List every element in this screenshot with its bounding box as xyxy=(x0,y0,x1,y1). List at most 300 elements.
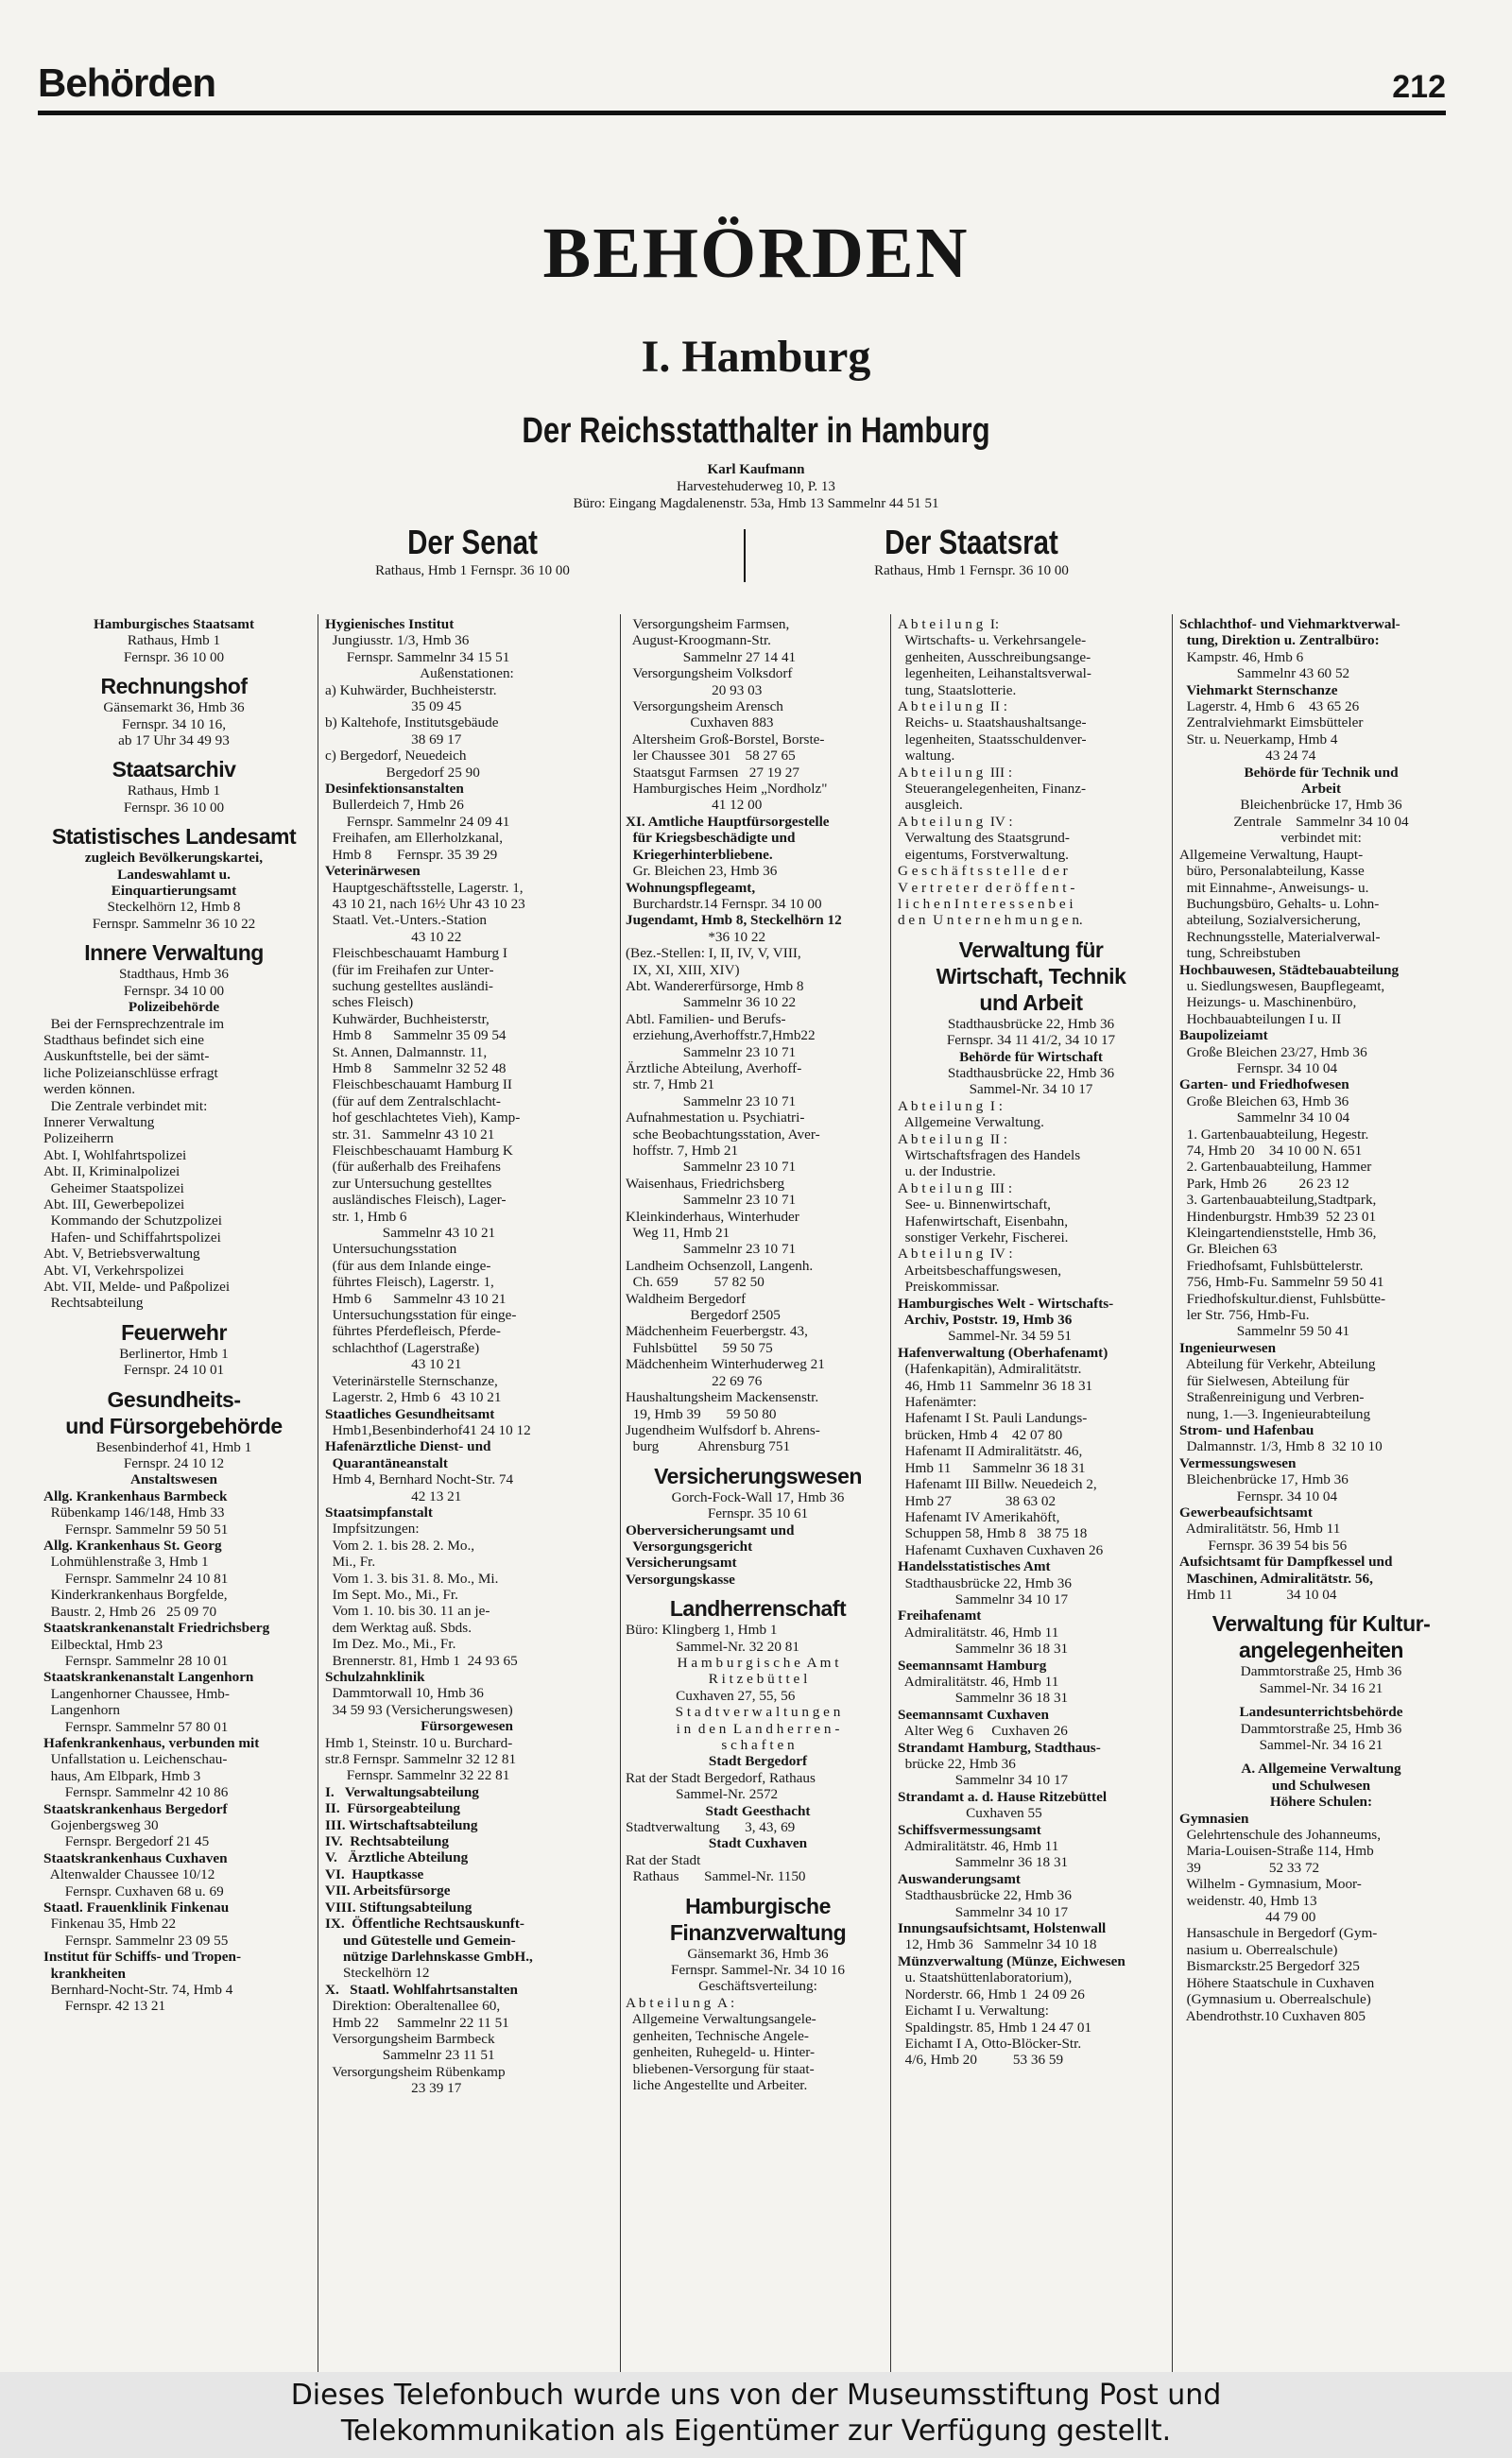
entry-line: S t a d t v e r w a l t u n g e n xyxy=(675,1704,841,1721)
entry-line: Zentralviehmarkt Eimsbütteler xyxy=(1179,714,1364,731)
entry-line: G e s c h ä f t s s t e l l e d e r xyxy=(898,863,1068,880)
entry-line: Vom 1. 10. bis 30. 11 an je- xyxy=(325,1603,490,1620)
column-divider xyxy=(890,614,891,2372)
entry-line: Hmb 8 Sammelnr 32 52 48 xyxy=(325,1059,507,1076)
entry-line: Kleinkinderhaus, Winterhuder xyxy=(626,1208,799,1225)
entry-heading: III. Wirtschaftsabteilung xyxy=(325,1816,478,1833)
entry-heading: tung, Direktion u. Zentralbüro: xyxy=(1179,632,1380,649)
entry-line: liche Angestellte und Arbeiter. xyxy=(626,2076,808,2093)
entry-heading: I. Verwaltungsabteilung xyxy=(325,1783,479,1800)
entry-line: Fernspr. Sammelnr 42 10 86 xyxy=(43,1784,229,1801)
entry-line: A b t e i l u n g A : xyxy=(626,1994,735,2011)
entry-line: b) Kaltehofe, Institutsgebäude xyxy=(325,714,499,731)
entry-line: Hafenämter: xyxy=(898,1394,977,1411)
entry-line xyxy=(43,816,304,823)
entry-line: Hmb 22 Sammelnr 22 11 51 xyxy=(325,2014,509,2031)
entry-heading: Freihafenamt xyxy=(898,1607,982,1624)
entry-line: See- u. Binnenwirtschaft, xyxy=(898,1196,1051,1213)
entry-line: A b t e i l u n g II : xyxy=(898,1130,1008,1147)
entry-line: Mädchenheim Feuerbergstr. 43, xyxy=(626,1323,808,1340)
entry-line: Sammelnr 43 10 21 xyxy=(325,1225,496,1242)
entry-line: Innerer Verwaltung xyxy=(43,1113,155,1130)
entry-line: Aufnahmestation u. Psychiatri- xyxy=(626,1109,805,1126)
entry-line: verbindet mit: xyxy=(1280,830,1362,847)
entry-line: 39 52 33 72 xyxy=(1179,1859,1320,1876)
entry-line: l i c h e n I n t e r e s s e n b e i xyxy=(898,895,1074,912)
entry-line: Arbeitsbeschaffungswesen, xyxy=(898,1262,1062,1279)
entry-line: Fernspr. 34 10 00 xyxy=(123,982,225,999)
entry-line: Im Sept. Mo., Mi., Fr. xyxy=(325,1586,458,1603)
entry-line: A b t e i l u n g I: xyxy=(898,616,1000,632)
entry-line: s c h a f t e n xyxy=(721,1737,795,1753)
entry-line: Schuppen 58, Hmb 8 38 75 18 xyxy=(898,1525,1088,1542)
entry-line: Cuxhaven 27, 55, 56 xyxy=(626,1687,796,1704)
entry-heading: Staatl. Frauenklinik Finkenau xyxy=(43,1899,230,1916)
column-2 xyxy=(325,616,609,2374)
entry-heading: Stadt Geesthacht xyxy=(705,1802,811,1819)
running-head-section: Behörden xyxy=(38,60,216,105)
entry-line: 74, Hmb 20 34 10 00 N. 651 xyxy=(1179,1143,1363,1159)
entry-line: Allgemeine Verwaltung. xyxy=(898,1114,1044,1131)
entry-heading: Seemannsamt Cuxhaven xyxy=(898,1706,1049,1723)
entry-line: Fernspr. Sammelnr 36 10 22 xyxy=(92,915,256,932)
entry-line: 35 09 45 xyxy=(325,698,462,715)
entry-line: Norderstr. 66, Hmb 1 24 09 26 xyxy=(898,1985,1085,2002)
entry-line: Waisenhaus, Friedrichsberg xyxy=(626,1175,785,1192)
entry-line: Burchardstr.14 Fernspr. 34 10 00 xyxy=(626,895,822,912)
entry-line: (Gymnasium u. Oberrealschule) xyxy=(1179,1991,1371,2008)
entry-heading: und Schulwesen xyxy=(1271,1777,1371,1794)
entry-heading: II. Fürsorgeabteilung xyxy=(325,1800,461,1817)
section-heading: angelegenheiten xyxy=(1239,1638,1403,1663)
entry-heading: V. Ärztliche Abteilung xyxy=(325,1849,469,1866)
entry-line: Lohmühlenstraße 3, Hmb 1 xyxy=(43,1554,209,1571)
entry-line: Abendrothstr.10 Cuxhaven 805 xyxy=(1179,2007,1366,2024)
entry-line: Hmb 4, Bernhard Nocht-Str. 74 xyxy=(325,1471,514,1488)
entry-line: Eichamt I u. Verwaltung: xyxy=(898,2002,1049,2020)
entry-line: Fleischbeschauamt Hamburg K xyxy=(325,1143,513,1159)
entry-line: Hafenamt III Billw. Neuedeich 2, xyxy=(898,1476,1097,1493)
entry-line: Hmb1,Besenbinderhof41 24 10 12 xyxy=(325,1421,531,1438)
entry-line: Hmb 8 Fernspr. 35 39 29 xyxy=(325,846,498,863)
entry-line: für Sielwesen, Abteilung für xyxy=(1179,1372,1349,1389)
entry-line: Stadthaus, Hmb 36 xyxy=(118,966,229,983)
entry-line: Fernspr. Sammelnr 28 10 01 xyxy=(43,1652,229,1669)
entry-heading: Viehmarkt Sternschanze xyxy=(1179,681,1338,698)
entry-line: Park, Hmb 26 26 23 12 xyxy=(1179,1175,1349,1192)
entry-line: Gr. Bleichen 63 xyxy=(1179,1241,1278,1258)
entry-line: Gorch-Fock-Wall 17, Hmb 36 xyxy=(671,1488,845,1505)
entry-line: Fernspr. Sammelnr 24 10 81 xyxy=(43,1570,229,1587)
entry-heading: Auswanderungsamt xyxy=(898,1870,1021,1887)
entry-line: Vom 2. 1. bis 28. 2. Mo., xyxy=(325,1537,475,1554)
entry-line: Abt. Wandererfürsorge, Hmb 8 xyxy=(626,977,804,994)
entry-heading: Allg. Krankenhaus St. Georg xyxy=(43,1538,222,1555)
entry-line: Fernspr. 34 11 41/2, 34 10 17 xyxy=(946,1032,1116,1049)
entry-line: Hmb 8 Sammelnr 35 09 54 xyxy=(325,1027,507,1044)
entry-line: u. Siedlungswesen, Baupflegeamt, xyxy=(1179,977,1385,994)
entry-heading: Aufsichtsamt für Dampfkessel und xyxy=(1179,1554,1393,1571)
entry-line: Sammelnr 34 10 17 xyxy=(898,1903,1069,1920)
entry-line: Steuerangelegenheiten, Finanz- xyxy=(898,781,1087,798)
entry-line: ler Chaussee 301 58 27 65 xyxy=(626,748,796,765)
page-number: 212 xyxy=(1392,69,1446,105)
entry-heading: Versorgungsgericht xyxy=(626,1538,753,1555)
entry-line: zur Untersuchung gestelltes xyxy=(325,1175,492,1192)
entry-line: ler Str. 756, Hmb-Fu. xyxy=(1179,1307,1310,1324)
entry-line: Dammtorwall 10, Hmb 36 xyxy=(325,1685,484,1702)
entry-line: sches Fleisch) xyxy=(325,994,414,1011)
entry-line: Fleischbeschauamt Hamburg II xyxy=(325,1076,512,1093)
entry-line: 34 59 93 (Versicherungswesen) xyxy=(325,1701,513,1718)
entry-heading: Anstaltswesen xyxy=(130,1471,217,1488)
entry-line: Direktion: Oberaltenallee 60, xyxy=(325,1998,501,2015)
entry-heading: X. Staatl. Wohlfahrtsanstalten xyxy=(325,1981,518,1998)
entry-line: 43 10 21 xyxy=(325,1356,462,1373)
entry-line: Abt. II, Kriminalpolizei xyxy=(43,1163,180,1180)
entry-line: Bleichenbrücke 17, Hmb 36 xyxy=(1240,797,1402,814)
entry-line: Spaldingstr. 85, Hmb 1 24 47 01 xyxy=(898,2019,1092,2036)
staatsrat-address: Rathaus, Hmb 1 Fernspr. 36 10 00 xyxy=(874,563,1069,578)
entry-line: genheiten, Ruhegeld- u. Hinter- xyxy=(626,2044,816,2061)
entry-line: Veterinärstelle Sternschanze, xyxy=(325,1372,498,1389)
entry-line: Staatsgut Farmsen 27 19 27 xyxy=(626,764,799,781)
entry-line: Stadthausbrücke 22, Hmb 36 xyxy=(947,1064,1115,1081)
entry-line: Fernspr. 24 10 12 xyxy=(123,1455,225,1472)
entry-line: 756, Hmb-Fu. Sammelnr 59 50 41 xyxy=(1179,1274,1384,1291)
entry-line: 46, Hmb 11 Sammelnr 36 18 31 xyxy=(898,1377,1093,1394)
entry-line: Abteilung für Verkehr, Abteilung xyxy=(1179,1356,1376,1373)
staatsrat-heading: Der Staatsrat xyxy=(885,523,1058,561)
entry-heading: Seemannsamt Hamburg xyxy=(898,1657,1047,1674)
entry-line: Stadthausbrücke 22, Hmb 36 xyxy=(898,1574,1072,1591)
entry-line: Kleingartendienststelle, Hmb 36, xyxy=(1179,1225,1377,1242)
entry-line: Rechtsabteilung xyxy=(43,1295,144,1312)
entry-line: Sammelnr 34 10 04 xyxy=(1179,1109,1350,1126)
entry-heading: Hafenverwaltung (Oberhafenamt) xyxy=(898,1344,1108,1361)
section-heading: Landherrenschaft xyxy=(669,1596,847,1622)
entry-line: Gänsemarkt 36, Hmb 36 xyxy=(687,1945,829,1962)
entry-line: Rübenkamp 146/148, Hmb 33 xyxy=(43,1504,225,1521)
entry-line: St. Annen, Dalmannstr. 11, xyxy=(325,1043,488,1060)
entry-heading: Hamburgisches Staatsamt xyxy=(93,616,254,632)
entry-line: Untersuchungsstation für einge- xyxy=(325,1307,517,1324)
entry-heading: Fürsorgewesen xyxy=(421,1718,513,1735)
entry-line: Straßenreinigung und Verbren- xyxy=(1179,1389,1365,1406)
entry-line: abteilung, Sozialversicherung, xyxy=(1179,912,1361,929)
entry-line: Polizeiherrn xyxy=(43,1130,114,1147)
entry-heading: Hamburgisches Welt - Wirtschafts- xyxy=(898,1295,1114,1312)
entry-heading: Münzverwaltung (Münze, Eichwesen xyxy=(898,1952,1125,1969)
entry-line: Bleichenbrücke 17, Hmb 36 xyxy=(1179,1471,1349,1488)
section-heading: Innere Verwaltung xyxy=(84,940,264,966)
entry-line: Rathaus, Hmb 1 xyxy=(127,782,221,799)
entry-line xyxy=(1179,1603,1463,1610)
entry-heading: Institut für Schiffs- und Tropen- xyxy=(43,1949,242,1966)
entry-line: Mi., Fr. xyxy=(325,1554,376,1571)
entry-line: i n d e n L a n d h e r r e n - xyxy=(676,1720,840,1737)
entry-line: Hafenamt Cuxhaven Cuxhaven 26 xyxy=(898,1541,1104,1558)
entry-line: (Bez.-Stellen: I, II, IV, V, VIII, xyxy=(626,945,801,962)
entry-heading: VI. Hauptkasse xyxy=(325,1865,424,1882)
entry-heading: Hafenärztliche Dienst- und xyxy=(325,1438,491,1455)
entry-line: Hafenamt IV Amerikahöft, xyxy=(898,1508,1060,1525)
entry-heading: Staatskrankenanstalt Friedrichsberg xyxy=(43,1620,270,1637)
entry-line: büro, Personalabteilung, Kasse xyxy=(1179,863,1365,880)
entry-line: Bismarckstr.25 Bergedorf 325 xyxy=(1179,1958,1360,1975)
entry-line: erziehung,Averhoffstr.7,Hmb22 xyxy=(626,1027,816,1044)
entry-line: 4/6, Hmb 20 53 36 59 xyxy=(898,2052,1064,2069)
entry-line: (für aus dem Inlande einge- xyxy=(325,1257,491,1274)
section-heading: Gesundheits- xyxy=(107,1386,241,1412)
entry-heading: Versicherungsamt xyxy=(626,1555,737,1572)
footer-line-1: Dieses Telefonbuch wurde uns von der Museumsstiftung Post und xyxy=(290,2379,1222,2412)
entry-line: Sammel-Nr. 34 16 21 xyxy=(1259,1679,1383,1696)
entry-line xyxy=(898,929,1164,937)
entry-line: Sammelnr 59 50 41 xyxy=(1179,1323,1350,1340)
entry-heading: Veterinärwesen xyxy=(325,863,421,880)
entry-heading: zugleich Bevölkerungskartei, xyxy=(84,850,264,867)
entry-line: Bei der Fernsprechzentrale im xyxy=(43,1015,225,1032)
entry-line: Hafenamt I St. Pauli Landungs- xyxy=(898,1410,1088,1427)
entry-line: Gelehrtenschule des Johanneums, xyxy=(1179,1827,1381,1844)
entry-line: A b t e i l u n g IV : xyxy=(898,1246,1013,1263)
entry-line: legenheiten, Staatsschuldenver- xyxy=(898,731,1087,748)
entry-line: Höhere Staatschule in Cuxhaven xyxy=(1179,1974,1375,1991)
entry-line: (für auf dem Zentralschlacht- xyxy=(325,1092,501,1109)
entry-line: Hauptgeschäftsstelle, Lagerstr. 1, xyxy=(325,879,524,896)
entry-heading: A. Allgemeine Verwaltung xyxy=(1241,1761,1401,1778)
entry-line: Rat der Stadt xyxy=(626,1851,701,1868)
entry-line: Zentrale Sammelnr 34 10 04 xyxy=(1233,813,1409,830)
entry-line: Große Bleichen 23/27, Hmb 36 xyxy=(1179,1043,1367,1060)
entry-line: 12, Hmb 36 Sammelnr 34 10 18 xyxy=(898,1936,1097,1953)
entry-line: Staatl. Vet.-Unters.-Station xyxy=(325,912,487,929)
entry-heading: Einquartierungsamt xyxy=(111,883,237,900)
entry-line: Altersheim Groß-Borstel, Borste- xyxy=(626,731,825,748)
entry-line: Mädchenheim Winterhuderweg 21 xyxy=(626,1356,825,1373)
entry-line: Hochbauabteilungen I u. II xyxy=(1179,1010,1342,1027)
entry-line: Unfallstation u. Leichenschau- xyxy=(43,1751,228,1768)
entry-heading: Staatskrankenhaus Cuxhaven xyxy=(43,1849,228,1866)
entry-line: Rathaus Sammel-Nr. 1150 xyxy=(626,1868,806,1885)
entry-line: Dalmannstr. 1/3, Hmb 8 32 10 10 xyxy=(1179,1438,1383,1455)
entry-line: werden können. xyxy=(43,1081,135,1098)
entry-line: Hmb 11 34 10 04 xyxy=(1179,1586,1337,1603)
column-divider xyxy=(1172,614,1173,2372)
entry-line: Sammelnr 43 60 52 xyxy=(1179,665,1350,682)
section-heading: Statistisches Landesamt xyxy=(51,824,297,850)
section-heading: Versicherungswesen xyxy=(654,1463,862,1488)
entry-line: 2. Gartenbauabteilung, Hammer xyxy=(1179,1159,1372,1176)
entry-line: Außenstationen: xyxy=(420,665,514,682)
entry-line: Sammelnr 23 10 71 xyxy=(626,1192,797,1209)
entry-line: 20 93 03 xyxy=(626,681,763,698)
entry-line: A b t e i l u n g IV : xyxy=(898,813,1013,830)
column-3 xyxy=(626,616,890,2374)
entry-line: sche Beobachtungsstation, Aver- xyxy=(626,1126,820,1143)
entry-line: a) Kuhwärder, Buchheisterstr. xyxy=(325,681,497,698)
entry-line: Buchungsbüro, Gehalts- u. Lohn- xyxy=(1179,895,1380,912)
section-heading: Verwaltung für xyxy=(958,937,1104,962)
entry-line: str. 7, Hmb 21 xyxy=(626,1076,715,1093)
entry-heading: Desinfektionsanstalten xyxy=(325,781,464,798)
entry-line: hof geschlachtetes Vieh), Kamp- xyxy=(325,1109,521,1126)
entry-line xyxy=(43,1312,304,1319)
section-heading: Finanzverwaltung xyxy=(669,1919,847,1945)
entry-line: brücke 22, Hmb 36 xyxy=(898,1756,1016,1772)
entry-line xyxy=(626,1885,890,1893)
entry-heading: IV. Rechtsabteilung xyxy=(325,1833,449,1850)
entry-line: Sammelnr 27 14 41 xyxy=(626,648,797,665)
entry-heading: Maschinen, Admiralitätstr. 56, xyxy=(1179,1570,1373,1587)
entry-line: Reichs- u. Staatshaushaltsange- xyxy=(898,714,1087,731)
entry-heading: Wohnungspflegeamt, xyxy=(626,879,756,896)
entry-line xyxy=(1179,1696,1463,1704)
entry-line: Fernspr. Bergedorf 21 45 xyxy=(43,1833,210,1850)
entry-heading: Gewerbeaufsichtsamt xyxy=(1179,1504,1313,1521)
entry-line: Cuxhaven 55 xyxy=(898,1805,1042,1822)
entry-line: Bergedorf 25 90 xyxy=(325,764,480,781)
entry-line: nasium u. Oberrealschule) xyxy=(1179,1941,1338,1958)
section-heading: Wirtschaft, Technik xyxy=(936,963,1126,988)
entry-line: liche Polizeianschlüsse erfragt xyxy=(43,1064,218,1081)
entry-line: 42 13 21 xyxy=(325,1487,462,1504)
entry-heading: Hygienisches Institut xyxy=(325,616,455,632)
entry-line: August-Kroogmann-Str. xyxy=(626,632,771,649)
entry-heading: nützige Darlehnskasse GmbH., xyxy=(325,1948,533,1965)
entry-line: Kampstr. 46, Hmb 6 xyxy=(1179,648,1304,665)
entry-line: Eichamt I A, Otto-Blöcker-Str. xyxy=(898,2035,1082,2052)
entry-heading: Staatskrankenhaus Bergedorf xyxy=(43,1800,228,1817)
entry-heading: Schulzahnklinik xyxy=(325,1669,425,1685)
entry-line: Gr. Bleichen 23, Hmb 36 xyxy=(626,863,778,880)
entry-line: Stadtverwaltung 3, 43, 69 xyxy=(626,1819,796,1836)
entry-line: eigentums, Forstverwaltung. xyxy=(898,846,1069,863)
entry-line: str.8 Fernspr. Sammelnr 32 12 81 xyxy=(325,1751,517,1768)
entry-line: Fleischbeschauamt Hamburg I xyxy=(325,945,507,962)
footer-note xyxy=(0,2372,1512,2458)
entry-line: Str. u. Neuerkamp, Hmb 4 xyxy=(1179,731,1338,748)
entry-line: u. Staatshüttenlaboratorium), xyxy=(898,1969,1073,1986)
entry-line: 3. Gartenbauabteilung,Stadtpark, xyxy=(1179,1192,1377,1209)
entry-line: Fernspr. 35 10 61 xyxy=(707,1505,809,1522)
entry-line: Fernspr. 36 10 00 xyxy=(123,648,225,665)
entry-line: brücken, Hmb 4 42 07 80 xyxy=(898,1426,1063,1443)
entry-line: (Hafenkapitän), Admiralitätstr. xyxy=(898,1361,1082,1378)
entry-line: 23 39 17 xyxy=(325,2080,462,2097)
entry-line: 38 69 17 xyxy=(325,731,462,748)
entry-line: mit Einnahme-, Anweisungs- u. xyxy=(1179,879,1369,896)
entry-line: Hindenburgstr. Hmb39 52 23 01 xyxy=(1179,1208,1377,1225)
entry-heading: Jugendamt, Hmb 8, Steckelhörn 12 xyxy=(626,912,842,929)
entry-line: Brennerstr. 81, Hmb 1 24 93 65 xyxy=(325,1652,518,1669)
entry-line: u. der Industrie. xyxy=(898,1163,996,1180)
entry-line: Fernspr. Sammelnr 32 22 81 xyxy=(325,1767,510,1784)
entry-line: Bullerdeich 7, Hmb 26 xyxy=(325,797,464,814)
entry-line: Fernspr. Sammelnr 34 15 51 xyxy=(325,648,510,665)
entry-line: Versorgungsheim Rübenkamp xyxy=(325,2063,506,2080)
entry-line: Rechnungsstelle, Materialverwal- xyxy=(1179,928,1381,945)
entry-line: burg Ahrensburg 751 xyxy=(626,1438,791,1455)
entry-heading: Innungsaufsichtsamt, Holstenwall xyxy=(898,1920,1107,1937)
entry-line: Landheim Ochsenzoll, Langenh. xyxy=(626,1257,814,1274)
entry-line: Langenhorn xyxy=(43,1702,120,1719)
entry-line: Abt. I, Wohlfahrtspolizei xyxy=(43,1146,187,1163)
entry-line: Hmb 6 Sammelnr 43 10 21 xyxy=(325,1290,507,1307)
entry-line: Im Dez. Mo., Mi., Fr. xyxy=(325,1636,456,1653)
entry-line: Hamburgisches Heim „Nordholz" xyxy=(626,781,828,798)
entry-line: Friedhofskultur.dienst, Fuhlsbütte- xyxy=(1179,1290,1386,1307)
entry-line: Allgemeine Verwaltungsangele- xyxy=(626,2011,816,2028)
entry-line: Alter Weg 6 Cuxhaven 26 xyxy=(898,1723,1068,1740)
header-rule xyxy=(38,111,1446,115)
entry-line: H a m b u r g i s c h e A m t xyxy=(677,1654,839,1671)
entry-line: Hafenamt II Admiralitätstr. 46, xyxy=(898,1443,1083,1460)
entry-line: haus, Am Elbpark, Hmb 3 xyxy=(43,1767,201,1784)
column-4 xyxy=(898,616,1164,2374)
entry-line: Versorgungsheim Arensch xyxy=(626,698,783,715)
entry-heading: für Kriegsbeschädigte und xyxy=(626,830,796,847)
entry-line: Preiskommissar. xyxy=(898,1279,1000,1296)
entry-line: Ärztliche Abteilung, Averhoff- xyxy=(626,1059,802,1076)
entry-line: Sammelnr 36 18 31 xyxy=(898,1854,1069,1871)
entry-line: R i t z e b ü t t e l xyxy=(708,1671,808,1688)
entry-line: Kuhwärder, Buchheisterstr, xyxy=(325,1010,490,1027)
entry-line: genheiten, Ausschreibungsange- xyxy=(898,648,1091,665)
entry-line: Jugendheim Wulfsdorf b. Ahrens- xyxy=(626,1421,820,1438)
entry-heading: Staatskrankenanstalt Langenhorn xyxy=(43,1669,254,1686)
entry-line: genheiten, Technische Angele- xyxy=(626,2027,809,2044)
entry-line xyxy=(626,1455,890,1463)
entry-line: Fernspr. Sammelnr 23 09 55 xyxy=(43,1932,229,1949)
entry-line xyxy=(43,932,304,939)
entry-line: Freihafen, am Ellerholzkanal, xyxy=(325,830,504,847)
reichsstatthalter-heading: Der Reichsstatthalter in Hamburg xyxy=(522,411,990,451)
entry-line: Stadthausbrücke 22, Hmb 36 xyxy=(947,1015,1115,1032)
entry-line: Fernspr. 42 13 21 xyxy=(43,1998,166,2015)
entry-heading: Oberversicherungsamt und xyxy=(626,1521,795,1538)
section-title: I. Hamburg xyxy=(641,332,871,382)
entry-line: Hmb 1, Steinstr. 10 u. Burchard- xyxy=(325,1734,513,1751)
entry-line: Untersuchungsstation xyxy=(325,1241,457,1258)
entry-line: Büro: Klingberg 1, Hmb 1 xyxy=(626,1622,778,1639)
entry-line: Wirtschafts- u. Verkehrsangele- xyxy=(898,632,1087,649)
entry-line: Vom 1. 3. bis 31. 8. Mo., Mi. xyxy=(325,1570,499,1587)
entry-line: Altenwalder Chaussee 10/12 xyxy=(43,1866,215,1883)
entry-line: Fernspr. 34 10 04 xyxy=(1179,1059,1338,1076)
entry-line: Finkenau 35, Hmb 22 xyxy=(43,1916,177,1933)
column-1 xyxy=(43,616,304,2374)
entry-line: Fernspr. 36 39 54 bis 56 xyxy=(1179,1537,1348,1554)
entry-line: Abt. VII, Melde- und Paßpolizei xyxy=(43,1279,231,1295)
entry-line: Lagerstr. 2, Hmb 6 43 10 21 xyxy=(325,1389,502,1406)
entry-line: A b t e i l u n g I : xyxy=(898,1097,1003,1114)
entry-line: Lagerstr. 4, Hmb 6 43 65 26 xyxy=(1179,698,1360,715)
entry-line: Hmb 11 Sammelnr 36 18 31 xyxy=(898,1459,1086,1476)
entry-line: Langenhorner Chaussee, Hmb- xyxy=(43,1685,230,1702)
entry-line: Sammel-Nr. 32 20 81 xyxy=(626,1638,799,1655)
section-heading: Hamburgische xyxy=(685,1893,831,1918)
section-heading: Staatsarchiv xyxy=(112,757,236,782)
entry-line: Hafenwirtschaft, Eisenbahn, xyxy=(898,1212,1069,1229)
entry-heading: Polizeibehörde xyxy=(128,999,220,1016)
entry-line: Cuxhaven 883 xyxy=(626,714,774,731)
entry-line: (für im Freihafen zur Unter- xyxy=(325,961,494,978)
entry-heading: Hafenkrankenhaus, verbunden mit xyxy=(43,1734,260,1751)
entry-heading: Landeswahlamt u. xyxy=(117,866,231,883)
entry-line: Abt. III, Gewerbepolizei xyxy=(43,1195,185,1212)
